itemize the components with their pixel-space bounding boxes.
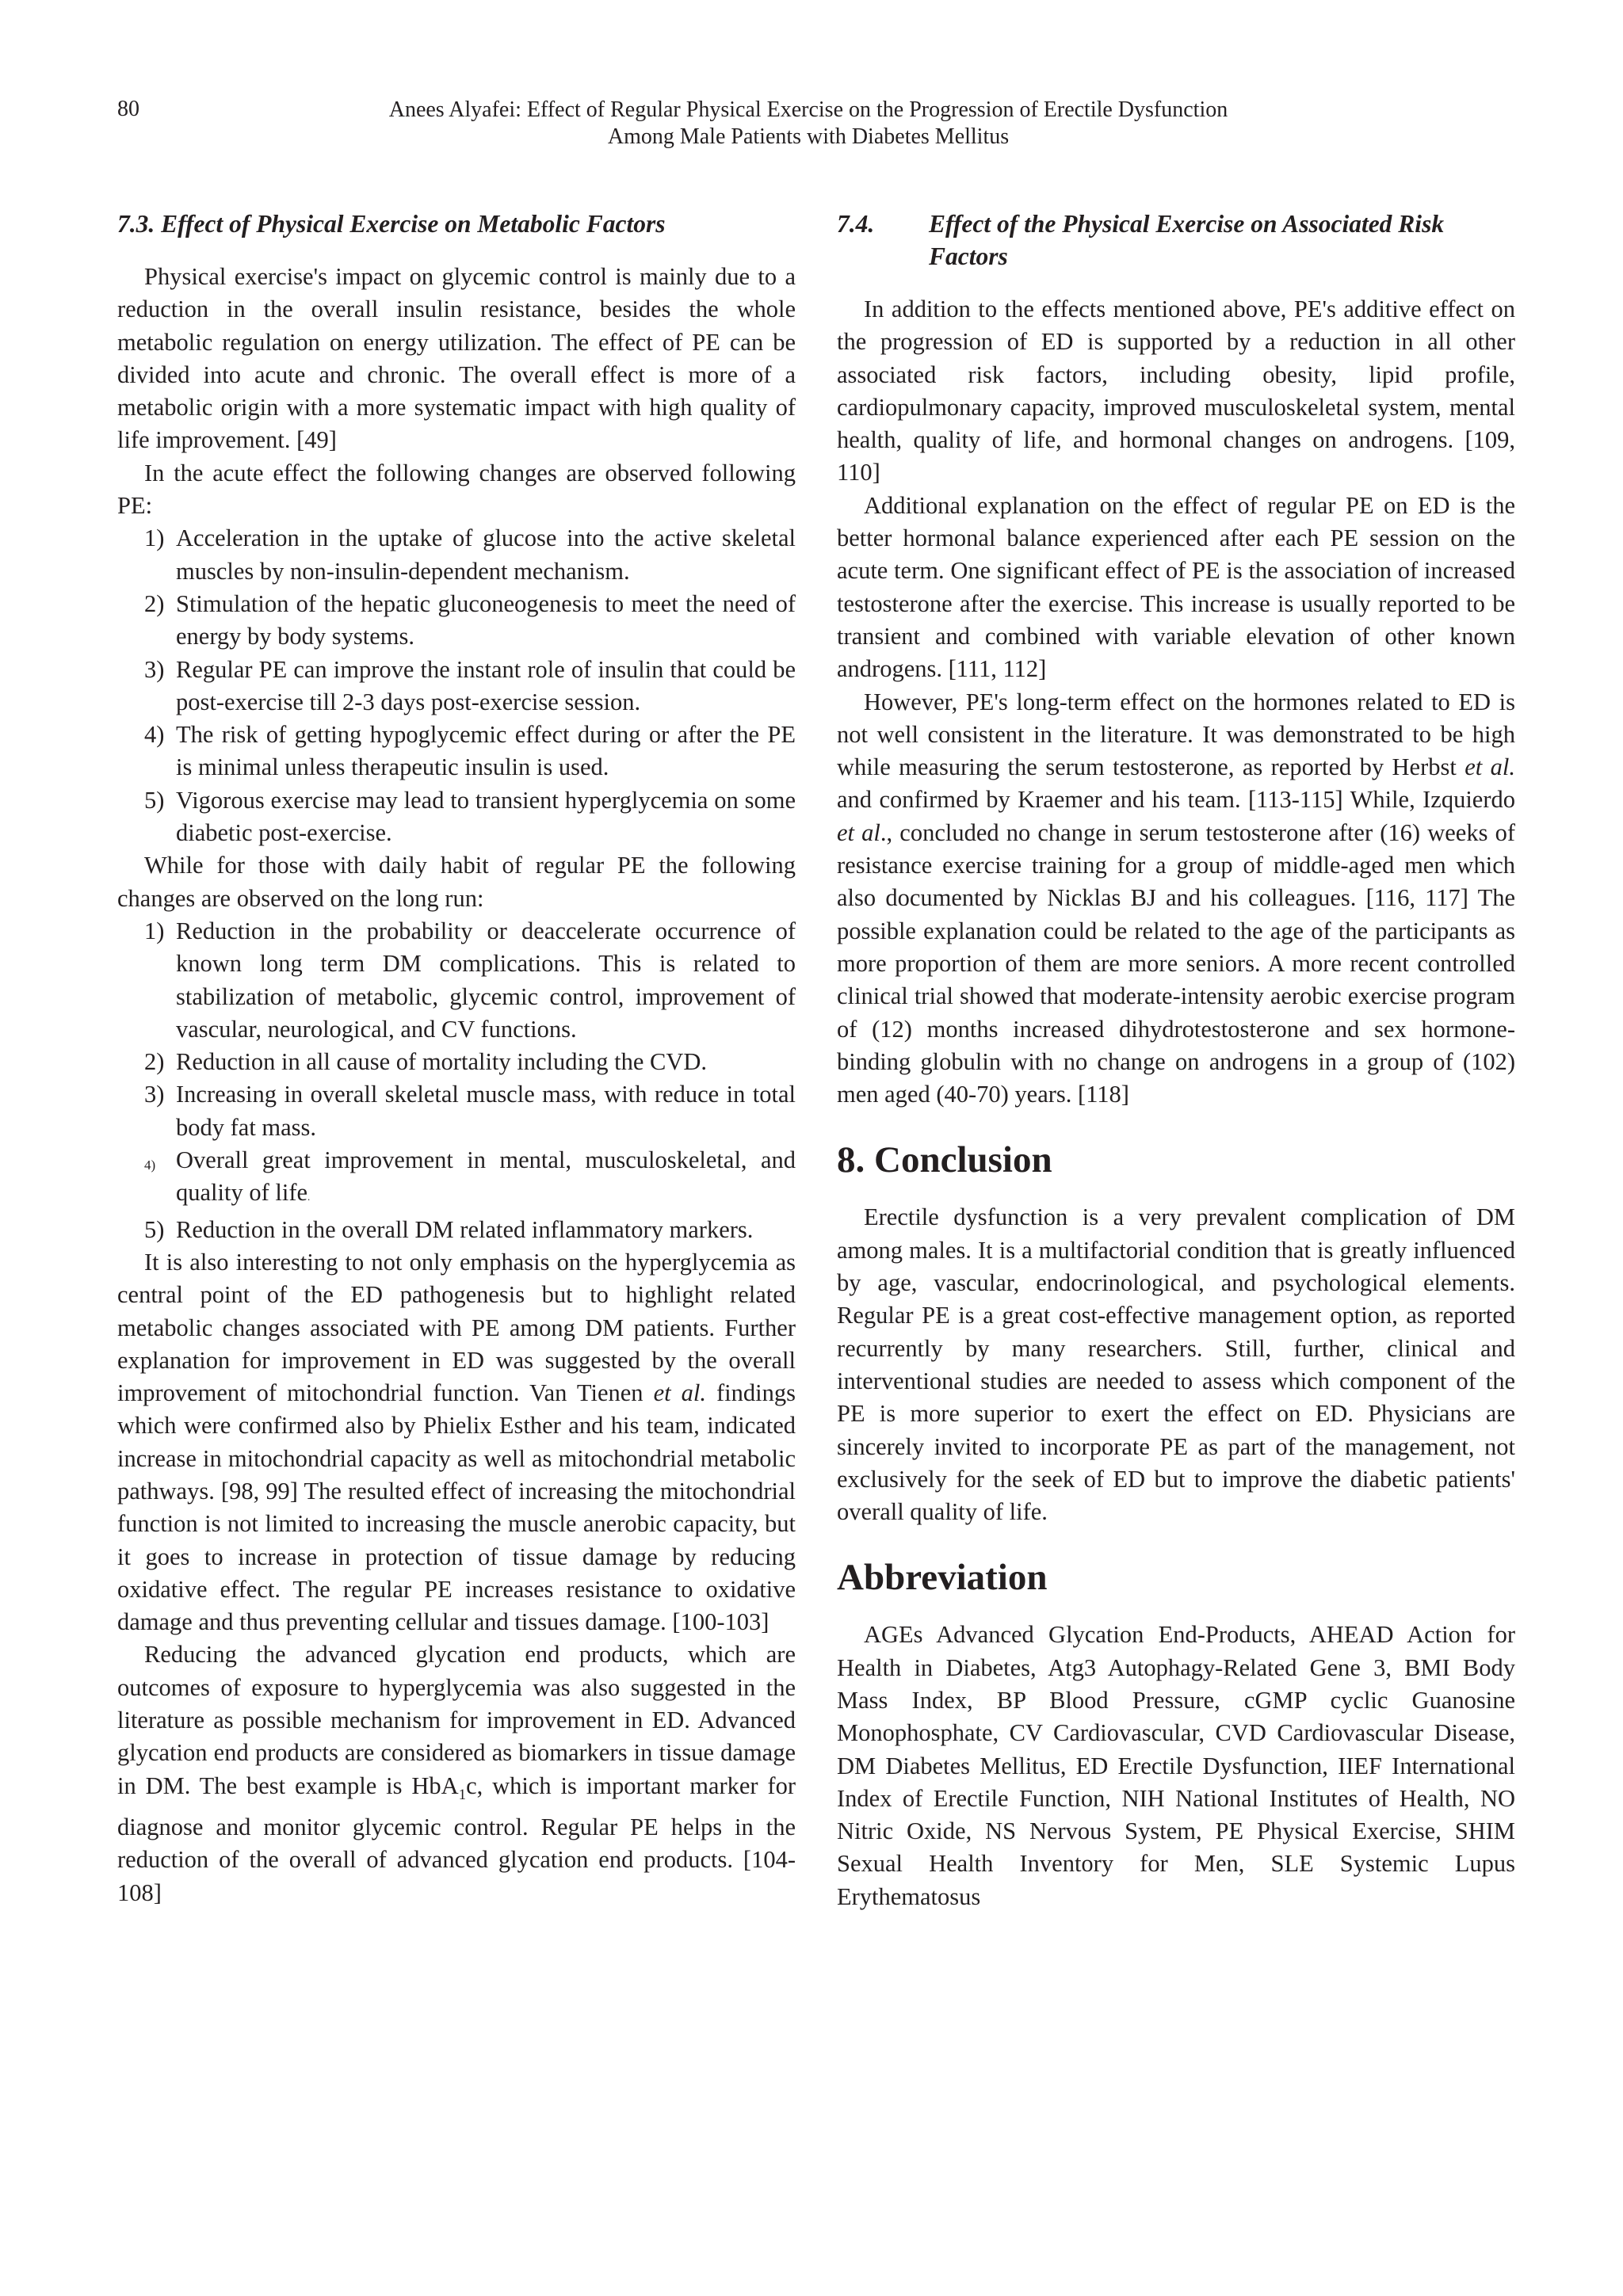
list-item <box>117 522 796 588</box>
paragraph <box>117 1246 796 1639</box>
list-text: Vigorous exercise may lead to transient hyperglycemia on some diabetic post-exercise. <box>176 786 796 847</box>
list-item <box>117 719 796 784</box>
list-text: Regular PE can improve the instant role of insulin that could be post-exercise till 2-3 days post-exercise session. <box>176 655 796 715</box>
section-7-4-heading <box>837 208 1515 273</box>
paragraph: Erectile dysfunction is a very prevalent complication of DM among males. It is a multifactorial condition that is greatly influenced by age, vascular, endocrinological, and psychological elements. Regular PE is a great cost-effective management option, as reported recurrently by many researchers. Still, further, clinical and interventional studies are needed to assess which component of the PE is more superior to exert the effect on ED. Physicians are sincerely invited to incorporate PE as part of the management, not exclusively for the seek of ED but to improve the diabetic patients' overall quality of life. <box>837 1203 1515 1526</box>
text-run: Reducing the advanced glycation end products, which are outcomes of exposure to hyperglycemia was also suggested in the literature as possible mechanism for improvement in ED. Advanced glycation end products are considered as biomarkers in tissue damage in DM. The best example is HbA <box>117 1641 796 1799</box>
list-text: Reduction in the overall DM related inflammatory markers. <box>176 1215 754 1243</box>
paragraph: In addition to the effects mentioned above, PE's additive effect on the progression of ED is supported by a reduction in all other associated risk factors, including obesity, lipid profile, cardiopulmonary capacity, improved musculoskeletal system, mental health, quality of life, and hormonal changes on androgens. [109, 110] <box>837 296 1515 486</box>
et-al-italic: et al. <box>1465 753 1515 781</box>
abbreviation-heading: Abbreviation <box>837 1557 1048 1599</box>
paragraph <box>837 686 1515 1112</box>
subscript: 1 <box>458 1786 467 1803</box>
list-item <box>117 1046 796 1078</box>
heading-text: Effect of the Physical Exercise on Associated Risk Factors <box>929 210 1445 270</box>
list-number: 4) <box>144 1158 156 1173</box>
list-number: 1) <box>144 524 165 552</box>
list-number: 3) <box>144 655 165 683</box>
text-run: findings which were confirmed also by Phielix Esther and his team, indicated increase in mitochondrial capacity as well as mitochondrial metabolic pathways. [98, 99] The resulted effect of increasing the mitochondrial function is not limited to increasing the muscle anerobic capacity, but it goes to increase in protection of tissue damage by reducing oxidative effect. The regular PE increases resistance to oxidative damage and thus preventing cellular and tissues damage. [100-103] <box>117 1379 796 1636</box>
list-text: The risk of getting hypoglycemic effect during or after the PE is minimal unless therapeutic insulin is used. <box>176 721 796 781</box>
list-text: Reduction in all cause of mortality including the CVD. <box>176 1048 708 1076</box>
et-al-italic: et al <box>837 818 880 846</box>
heading-number: 7.4. <box>837 210 875 238</box>
list-item <box>117 654 796 719</box>
list-text: Increasing in overall skeletal muscle mass, with reduce in total body fat mass. <box>176 1081 796 1141</box>
list-item <box>117 784 796 850</box>
list-item <box>117 1214 796 1246</box>
paragraph: In the acute effect the following changes are observed following PE: <box>117 459 796 520</box>
heading-text: Effect of Physical Exercise on Metabolic Factors <box>161 210 666 238</box>
paragraph: Physical exercise's impact on glycemic control is mainly due to a reduction in the overall insulin resistance, besides the whole metabolic regulation on energy utilization. The effect of PE can be divided into acute and chronic. The overall effect is more of a metabolic origin with a more systematic impact with high quality of life improvement. [49] <box>117 263 796 454</box>
paragraph <box>117 1638 796 1909</box>
text-run: ., concluded no change in serum testosterone after (16) weeks of resistance exercise training for a group of middle-aged men which also documented by Nicklas BJ and his colleagues. [116, 117] The possible explanation could be related to the age of the participants as more proportion of them are more seniors. A more recent controlled clinical trial showed that moderate-intensity aerobic exercise program of (12) months increased dihydrotestosterone and sex hormone-binding globulin with no change on androgens in a group of (102) men aged (40-70) years. [118] <box>837 818 1515 1108</box>
list-number: 5) <box>144 1215 165 1243</box>
section-7-3-heading <box>117 208 796 240</box>
running-head <box>238 97 1379 151</box>
paragraph: Additional explanation on the effect of regular PE on ED is the better hormonal balance experienced after each PE session on the acute term. One significant effect of PE is the association of increased testosterone after the exercise. This increase is usually reported to be transient and combined with variable elevation of other known androgens. [111, 112] <box>837 491 1515 683</box>
page-number: 80 <box>117 97 139 121</box>
acute-effects-list <box>117 522 796 849</box>
list-number: 2) <box>144 1048 165 1076</box>
text-run: and confirmed by Kraemer and his team. [113-115] While, Izquierdo <box>837 786 1515 814</box>
paragraph: AGEs Advanced Glycation End-Products, AHEAD Action for Health in Diabetes, Atg3 Autophagy-Related Gene 3, BMI Body Mass Index, BP Blood Pressure, cGMP cyclic Guanosine Monophosphate, CV Cardiovascular, CVD Cardiovascular Disease, DM Diabetes Mellitus, ED Erectile Dysfunction, IIEF International Index of Erectile Function, NIH National Institutes of Health, NO Nitric Oxide, NS Nervous System, PE Physical Exercise, SHIM Sexual Health Inventory for Men, SLE Systemic Lupus Erythematosus <box>837 1621 1515 1910</box>
conclusion-heading: 8. Conclusion <box>837 1139 1052 1181</box>
list-number: 3) <box>144 1081 165 1108</box>
list-text: Acceleration in the uptake of glucose into the active skeletal muscles by non-insulin-dependent mechanism. <box>176 524 796 585</box>
text-run: It is also interesting to not only emphasis on the hyperglycemia as central point of the ED pathogenesis but to highlight related metabolic changes associated with PE among DM patients. Further explanation for improvement in ED was suggested by the overall improvement of mitochondrial function. Van Tienen <box>117 1248 796 1407</box>
running-head-line-1: Anees Alyafei: Effect of Regular Physical Exercise on the Progression of Erectile Dysfunction <box>388 97 1228 122</box>
right-column <box>837 208 1515 1913</box>
text-run: c, which is important marker for diagnose and monitor glycemic control. Regular PE helps in the reduction of the overall of advanced glycation end products. [104-108] <box>117 1772 796 1906</box>
list-text: Overall great improvement in mental, musculoskeletal, and quality of life <box>176 1146 796 1207</box>
paragraph: While for those with daily habit of regular PE the following changes are observed on the long run: <box>117 852 796 912</box>
heading-number: 7.3. <box>117 210 155 238</box>
list-text: Reduction in the probability or deaccelerate occurrence of known long term DM complications. This is related to stabilization of metabolic, glycemic control, improvement of vascular, neurological, and CV functions. <box>176 917 796 1043</box>
text-run: However, PE's long-term effect on the hormones related to ED is not well consistent in the literature. It was demonstrated to be high while measuring the serum testosterone, as reported by Herbst <box>837 688 1515 781</box>
list-tail: . <box>307 1191 311 1203</box>
list-number: 5) <box>144 786 165 814</box>
list-number: 4) <box>144 721 165 749</box>
long-term-effects-list <box>117 915 796 1246</box>
list-number: 2) <box>144 589 165 617</box>
running-head-line-2: Among Male Patients with Diabetes Mellitus <box>607 124 1010 149</box>
list-text: Stimulation of the hepatic gluconeogenesis to meet the need of energy by body systems. <box>176 589 796 650</box>
list-item <box>117 1144 796 1214</box>
list-item <box>117 915 796 1046</box>
list-number: 1) <box>144 917 165 944</box>
list-item <box>117 588 796 654</box>
left-column <box>117 208 796 1909</box>
list-item <box>117 1078 796 1144</box>
et-al-italic: et al. <box>653 1379 706 1407</box>
